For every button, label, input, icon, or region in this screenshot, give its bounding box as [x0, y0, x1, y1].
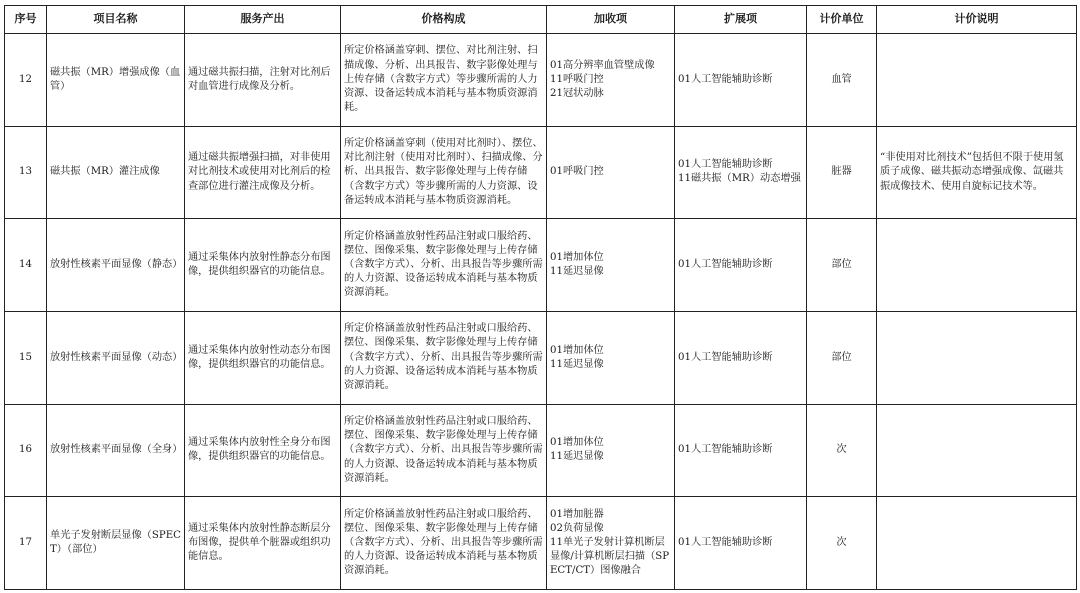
cell-surcharge [547, 34, 675, 127]
cell-extension [675, 219, 807, 312]
cell-unit: 血管 [807, 34, 877, 127]
cell-no: 15 [5, 311, 47, 404]
table-row [5, 219, 1077, 312]
cell-price-composition: 所定价格涵盖放射性药品注射或口服给药、摆位、图像采集、数字影像处理与上传存储（含数字方式）、分析、出具报告等步骤所需的人力资源、设备运转成本消耗与基本物质资源消耗。 [341, 311, 547, 404]
header-cell-unit: 计价单位 [807, 6, 877, 34]
cell-extension-line: 01人工智能辅助诊断 [678, 73, 773, 85]
cell-extension [675, 34, 807, 127]
header-cell-extension: 扩展项 [675, 6, 807, 34]
cell-price-composition: 所定价格涵盖放射性药品注射或口服给药、摆位、图像采集、数字影像处理与上传存储（含数字方式）、分析、出具报告等步骤所需的人力资源、设备运转成本消耗与基本物质资源消耗。 [341, 404, 547, 497]
cell-price-composition: 所定价格涵盖放射性药品注射或口服给药、摆位、图像采集、数字影像处理与上传存储（含数字方式）、分析、出具报告等步骤所需的人力资源、设备运转成本消耗与基本物质资源消耗。 [341, 497, 547, 590]
cell-unit: 部位 [807, 219, 877, 312]
cell-no: 17 [5, 497, 47, 590]
cell-service-output: 通过采集体内放射性静态分布图像，提供组织器官的功能信息。 [185, 219, 341, 312]
cell-service-output: 通过采集体内放射性静态断层分布图像，提供单个脏器或组织功能信息。 [185, 497, 341, 590]
cell-surcharge-line: 11延迟显像 [550, 358, 604, 370]
cell-extension [675, 404, 807, 497]
cell-price-composition: 所定价格涵盖穿刺（使用对比剂时）、摆位、对比剂注射（使用对比剂时）、扫描成像、分析、出具报告、数字影像处理与上传存储（含数字方式）等步骤所需的人力资源、设备运转成本消耗与基本物质资源消耗。 [341, 126, 547, 219]
cell-price-composition: 所定价格涵盖穿刺、摆位、对比剂注射、扫描成像、分析、出具报告、数字影像处理与上传存储（含数字方式）等步骤所需的人力资源、设备运转成本消耗与基本物质资源消耗。 [341, 34, 547, 127]
cell-item-name: 放射性核素平面显像（动态） [47, 311, 185, 404]
cell-surcharge [547, 126, 675, 219]
cell-unit: 次 [807, 404, 877, 497]
cell-note [877, 404, 1077, 497]
cell-surcharge-line: 11单光子发射计算机断层显像/计算机断层扫描（SPECT/CT）图像融合 [550, 537, 670, 577]
cell-extension-line: 01人工智能辅助诊断 [678, 259, 773, 271]
cell-price-composition: 所定价格涵盖放射性药品注射或口服给药、摆位、图像采集、数字影像处理与上传存储（含数字方式）、分析、出具报告等步骤所需的人力资源、设备运转成本消耗与基本物质资源消耗。 [341, 219, 547, 312]
cell-note [877, 311, 1077, 404]
cell-no: 16 [5, 404, 47, 497]
cell-surcharge-line: 11延迟显像 [550, 451, 604, 463]
header-cell-surcharge: 加收项 [547, 6, 675, 34]
pricing-table [4, 5, 1077, 590]
cell-service-output: 通过磁共振增强扫描，对非使用对比剂技术或使用对比剂后的检查部位进行灌注成像及分析。 [185, 126, 341, 219]
table-row [5, 34, 1077, 127]
cell-note [877, 219, 1077, 312]
cell-note: “非使用对比剂技术”包括但不限于使用氢质子成像、磁共振动态增强成像、氙磁共振成像技术、使用自旋标记技术等。 [877, 126, 1077, 219]
cell-item-name: 放射性核素平面显像（静态） [47, 219, 185, 312]
cell-surcharge-line: 01增加体位 [550, 437, 604, 449]
cell-surcharge-line: 21冠状动脉 [550, 87, 604, 99]
header-cell-price: 价格构成 [341, 6, 547, 34]
table-row [5, 311, 1077, 404]
cell-surcharge-line: 11呼吸门控 [550, 73, 604, 85]
cell-surcharge-line: 02负荷显像 [550, 522, 604, 534]
cell-service-output: 通过采集体内放射性动态分布图像，提供组织器官的功能信息。 [185, 311, 341, 404]
cell-item-name: 磁共振（MR）灌注成像 [47, 126, 185, 219]
header-cell-no: 序号 [5, 6, 47, 34]
cell-item-name: 单光子发射断层显像（SPECT）（部位） [47, 497, 185, 590]
cell-service-output: 通过采集体内放射性全身分布图像，提供组织器官的功能信息。 [185, 404, 341, 497]
cell-no: 13 [5, 126, 47, 219]
cell-unit: 脏器 [807, 126, 877, 219]
cell-no: 14 [5, 219, 47, 312]
cell-service-output: 通过磁共振扫描，注射对比剂后对血管进行成像及分析。 [185, 34, 341, 127]
cell-surcharge [547, 219, 675, 312]
header-cell-note: 计价说明 [877, 6, 1077, 34]
table-row [5, 404, 1077, 497]
table-row [5, 497, 1077, 590]
cell-note [877, 34, 1077, 127]
header-row [5, 6, 1077, 34]
cell-extension-line: 11磁共振（MR）动态增强 [678, 173, 801, 185]
cell-extension-line: 01人工智能辅助诊断 [678, 351, 773, 363]
header-cell-output: 服务产出 [185, 6, 341, 34]
cell-extension [675, 126, 807, 219]
cell-extension [675, 497, 807, 590]
cell-surcharge-line: 01增加体位 [550, 251, 604, 263]
cell-unit: 部位 [807, 311, 877, 404]
header-cell-name: 项目名称 [47, 6, 185, 34]
cell-extension-line: 01人工智能辅助诊断 [678, 537, 773, 549]
cell-unit: 次 [807, 497, 877, 590]
cell-surcharge-line: 01增加脏器 [550, 508, 604, 520]
cell-item-name: 放射性核素平面显像（全身） [47, 404, 185, 497]
cell-note [877, 497, 1077, 590]
cell-extension [675, 311, 807, 404]
cell-surcharge-line: 01增加体位 [550, 344, 604, 356]
table-row [5, 126, 1077, 219]
cell-no: 12 [5, 34, 47, 127]
cell-surcharge-line: 11延迟显像 [550, 266, 604, 278]
cell-extension-line: 01人工智能辅助诊断 [678, 159, 773, 171]
cell-surcharge-line: 01高分辨率血管壁成像 [550, 59, 655, 71]
cell-surcharge [547, 497, 675, 590]
cell-extension-line: 01人工智能辅助诊断 [678, 444, 773, 456]
cell-surcharge [547, 311, 675, 404]
cell-surcharge-line: 01呼吸门控 [550, 166, 604, 178]
cell-item-name: 磁共振（MR）增强成像（血管） [47, 34, 185, 127]
cell-surcharge [547, 404, 675, 497]
